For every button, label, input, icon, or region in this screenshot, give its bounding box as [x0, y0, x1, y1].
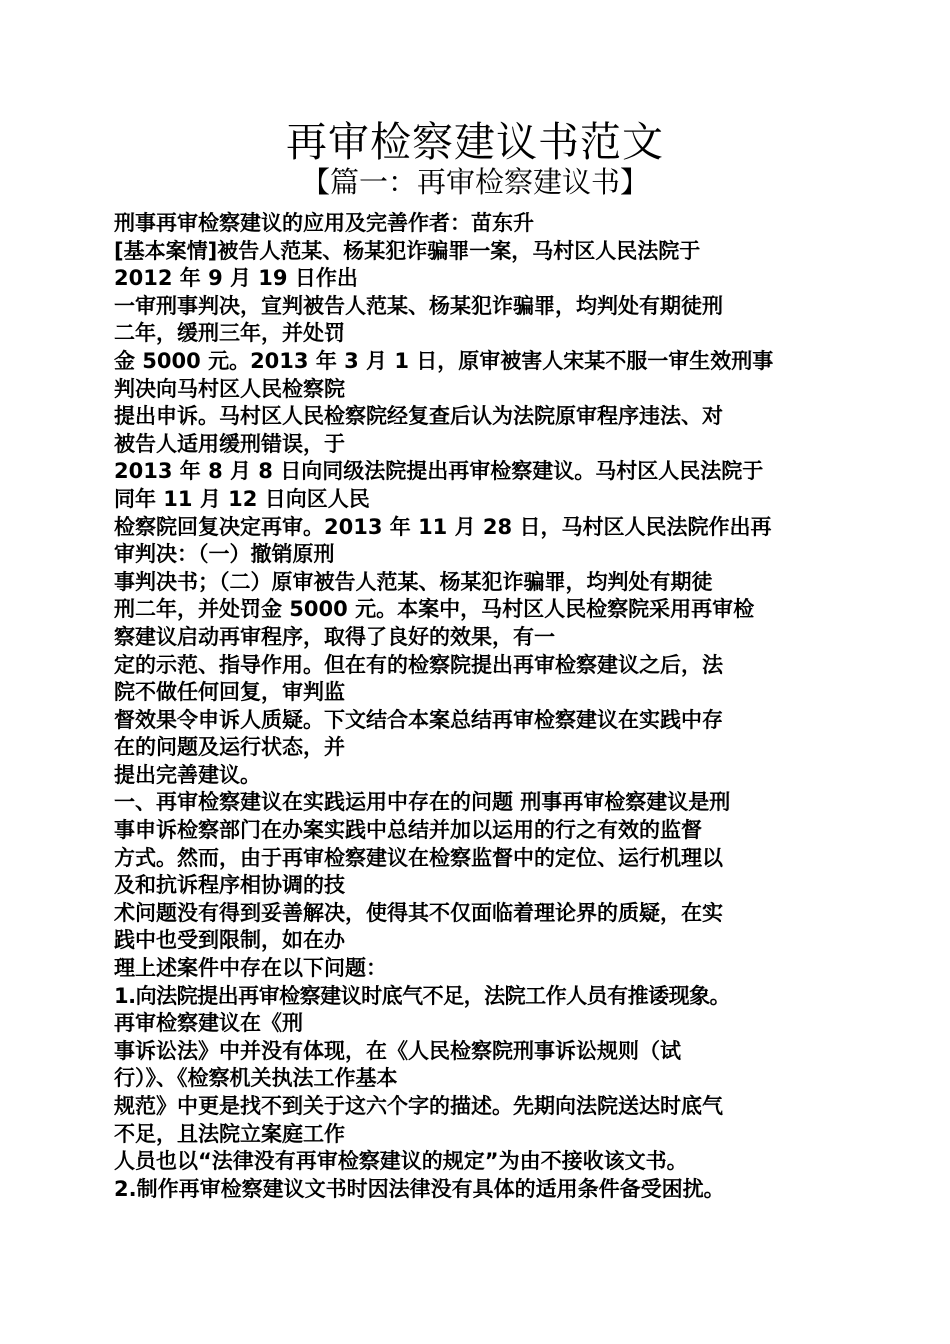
body-line: 同年 11 月 12 日向区人民: [114, 486, 370, 511]
body-line: 在的问题及运行状态，并: [114, 735, 345, 760]
body-line: [基本案情]被告人范某、杨某犯诈骗罪一案，马村区人民法院于: [114, 238, 701, 263]
body-line: 2013 年 8 月 8 日向同级法院提出再审检察建议。马村区人民法院于: [114, 459, 764, 484]
body-line: 规范》中更是找不到关于这六个字的描述。先期向法院送达时底气: [114, 1094, 723, 1118]
body-line: 2.制作再审检察建议文书时因法律没有具体的适用条件备受困扰。: [114, 1176, 725, 1201]
body-line: 理上述案件中存在以下问题：: [114, 956, 387, 981]
body-line: 1.向法院提出再审检察建议时底气不足，法院工作人员有推诿现象。: [114, 983, 731, 1008]
body-line: 二年，缓刑三年，并处罚: [114, 321, 345, 346]
body-line: 一、再审检察建议在实践运用中存在的问题 刑事再审检察建议是刑: [114, 790, 731, 815]
body-line: 察建议启动再审程序，取得了良好的效果，有一: [114, 624, 555, 649]
document-title: 再审检察建议书范文: [286, 118, 664, 166]
body-line: 术问题没有得到妥善解决，使得其不仅面临着理论界的质疑，在实: [114, 900, 723, 925]
body-line: 一审刑事判决，宣判被告人范某、杨某犯诈骗罪，均判处有期徒刑: [114, 293, 723, 318]
body-line: 督效果令申诉人质疑。下文结合本案总结再审检察建议在实践中存: [114, 707, 723, 732]
body-line: 事申诉检察部门在办案实践中总结并加以运用的行之有效的监督: [114, 818, 702, 843]
body-line: 审判决：（一）撤销原刑: [114, 542, 335, 567]
body-line: 事诉讼法》中并没有体现，在《人民检察院刑事诉讼规则（试: [114, 1038, 681, 1063]
body-line: 人员也以“法律没有再审检察建议的规定”为由不接收该文书。: [114, 1149, 688, 1174]
body-line: 事判决书；（二）原审被告人范某、杨某犯诈骗罪，均判处有期徒: [114, 569, 713, 594]
body-line: 金 5000 元。2013 年 3 月 1 日，原审被害人宋某不服一审生效刑事: [114, 348, 774, 373]
body-line: 2012 年 9 月 19 日作出: [114, 266, 358, 291]
body-line: 刑二年，并处罚金 5000 元。本案中，马村区人民检察院采用再审检: [114, 597, 755, 622]
body-line: 行）》、《检察机关执法工作基本: [114, 1066, 398, 1091]
body-line: 提出申诉。马村区人民检察院经复查后认为法院原审程序违法、对: [114, 404, 723, 429]
body-line: 不足，且法院立案庭工作: [114, 1121, 345, 1146]
body-line: 刑事再审检察建议的应用及完善作者：苗东升: [114, 211, 534, 235]
body-line: 践中也受到限制，如在办: [114, 928, 345, 953]
body-line: 被告人适用缓刑错误，于: [114, 431, 345, 456]
body-line: 方式。然而，由于再审检察建议在检察监督中的定位、运行机理以: [114, 845, 723, 870]
document-subtitle: 【篇一：再审检察建议书】: [300, 165, 649, 199]
body-line: 定的示范、指导作用。但在有的检察院提出再审检察建议之后，法: [114, 652, 723, 677]
body-line: 及和抗诉程序相协调的技: [114, 873, 345, 898]
body-line: 提出完善建议。: [114, 762, 261, 787]
body-line: 检察院回复决定再审。2013 年 11 月 28 日，马村区人民法院作出再: [114, 514, 772, 539]
body-line: 判决向马村区人民检察院: [114, 376, 345, 401]
document-body: [114, 210, 836, 1203]
body-line: 院不做任何回复，审判监: [114, 680, 345, 705]
body-line: 再审检察建议在《刑: [114, 1011, 303, 1036]
